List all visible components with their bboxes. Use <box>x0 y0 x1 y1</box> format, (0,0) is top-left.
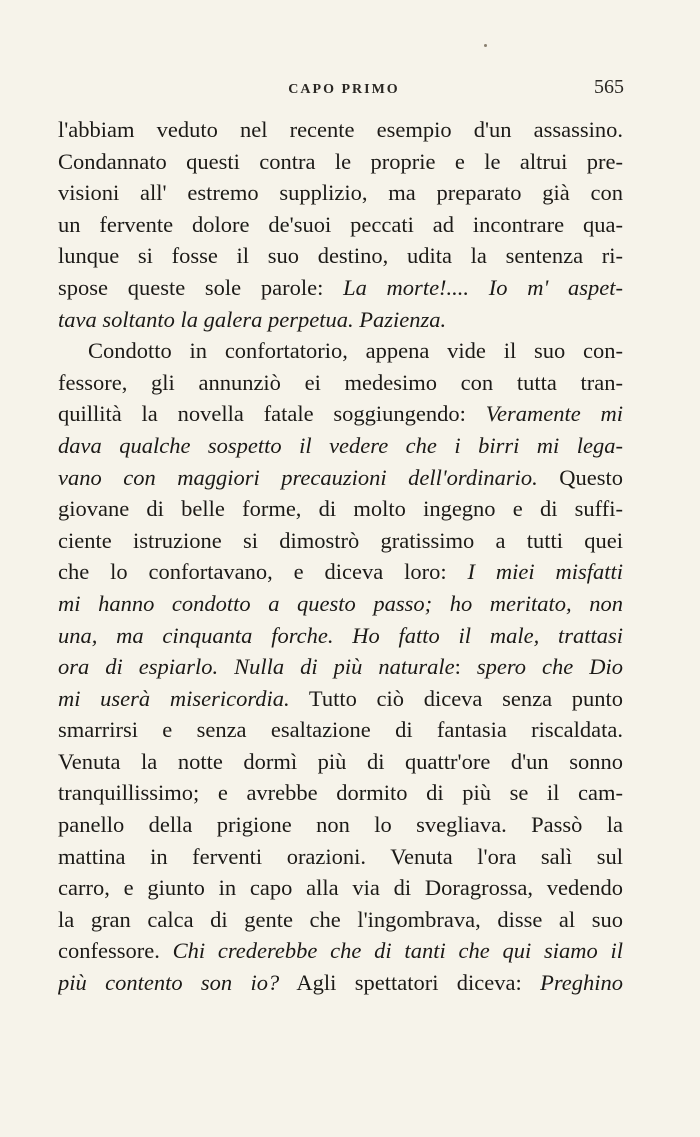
italic-quote: Preghino <box>540 970 623 996</box>
italic-quote: dava qualche sospetto il vedere che i birri mi lega- <box>58 432 623 458</box>
text-run: lunque si fosse il suo destino, udita la sentenza ri- <box>58 243 623 269</box>
text-line <box>58 335 623 367</box>
text-line <box>58 240 623 272</box>
text-line <box>58 651 623 683</box>
text-line <box>58 493 623 525</box>
text-line <box>58 146 623 178</box>
text-run: confessore. <box>58 938 173 964</box>
text-line <box>58 683 623 715</box>
text-run: l'abbiam veduto nel recente esempio d'un assassino. <box>58 117 623 142</box>
text-line <box>58 746 623 778</box>
text-run: la gran calca di gente che l'ingombrava, disse al suo <box>58 906 623 932</box>
text-run: fessore, gli annunziò ei medesimo con tutta tran- <box>58 369 623 395</box>
italic-quote: ma cinquanta forche. Ho fatto il male, <box>116 622 540 648</box>
italic-quote: ho meritato, <box>449 590 572 616</box>
text-run <box>97 623 116 648</box>
text-line <box>58 967 623 999</box>
text-line <box>58 714 623 746</box>
text-run: Agli spettatori diceva: <box>279 970 541 996</box>
text-run: panello della prigione non lo svegliava. Passò la <box>58 812 623 838</box>
text-run: giovane di belle forme, di molto ingegno e di suffi- <box>58 496 623 522</box>
text-line <box>58 841 623 873</box>
text-line <box>58 398 623 430</box>
italic-quote: più contento son io? <box>58 970 280 996</box>
italic-quote: spero che Dio <box>476 654 623 680</box>
text-line <box>58 809 623 841</box>
text-run: mattina in ferventi orazioni. Venuta l'ora salì sul <box>58 843 623 869</box>
text-run: Condotto in confortatorio, appena vide il suo con- <box>88 338 623 364</box>
text-line <box>58 525 623 557</box>
text-run: smarrirsi e senza esaltazione di fantasia riscaldata. <box>58 717 623 743</box>
italic-quote: Veramente mi <box>485 401 623 427</box>
text-run: visioni all' estremo supplizio, ma preparato già con <box>58 180 623 206</box>
text-line <box>58 272 623 304</box>
italic-quote: una, <box>58 622 98 648</box>
text-line <box>58 209 623 241</box>
text-run: Questo <box>537 464 623 490</box>
text-line <box>58 872 623 904</box>
text-line <box>58 620 623 652</box>
text-line <box>58 114 623 146</box>
text-line <box>58 304 623 336</box>
italic-quote: Chi crederebbe che di tanti che qui siamo il <box>172 938 623 964</box>
text-line <box>58 430 623 462</box>
text-run: quillità la novella fatale soggiungendo: <box>58 401 486 427</box>
running-head: CAPO PRIMO <box>288 82 400 97</box>
italic-quote: tava soltanto la galera perpetua. Pazienza. <box>58 306 447 332</box>
text-run: ciente istruzione si dimostrò gratissimo a tutti quei <box>58 527 623 553</box>
text-line <box>58 935 623 967</box>
text-run: Tutto ciò diceva senza punto <box>289 685 623 711</box>
text-line <box>58 177 623 209</box>
page-header <box>64 76 624 106</box>
text-run: : <box>454 654 477 680</box>
text-run: un fervente dolore de'suoi peccati ad incontrare qua- <box>58 211 623 237</box>
text-line <box>58 367 623 399</box>
text-line <box>58 588 623 620</box>
paper-speck <box>484 44 487 47</box>
italic-quote: trattasi <box>557 622 623 648</box>
italic-quote: non <box>571 590 623 616</box>
text-run <box>432 591 450 616</box>
page-number: 565 <box>594 76 624 98</box>
italic-quote: I miei misfatti <box>467 559 623 585</box>
italic-quote: La morte!.... Io m' aspet- <box>343 274 623 300</box>
text-run: spose queste sole parole: <box>58 274 344 300</box>
italic-quote: mi userà misericordia. <box>58 685 290 711</box>
italic-quote: mi hanno condotto a questo passo; <box>58 590 433 616</box>
text-run: carro, e giunto in capo alla via di Doragrossa, vedendo <box>58 875 623 901</box>
italic-quote: vano con maggiori precauzioni dell'ordinario. <box>58 464 538 490</box>
text-run: tranquillissimo; e avrebbe dormito di più se il cam- <box>58 780 623 806</box>
text-run: Venuta la notte dormì più di quattr'ore d'un sonno <box>58 748 623 774</box>
text-line <box>58 777 623 809</box>
text-line <box>58 462 623 494</box>
text-line <box>58 904 623 936</box>
italic-quote: ora di espiarlo. Nulla di più naturale <box>58 654 455 680</box>
text-run: Condannato questi contra le proprie e le altrui pre- <box>58 148 623 174</box>
text-run <box>539 623 558 648</box>
text-line <box>58 556 623 588</box>
body-text <box>58 114 623 999</box>
text-run: che lo confortavano, e diceva loro: <box>58 559 468 585</box>
